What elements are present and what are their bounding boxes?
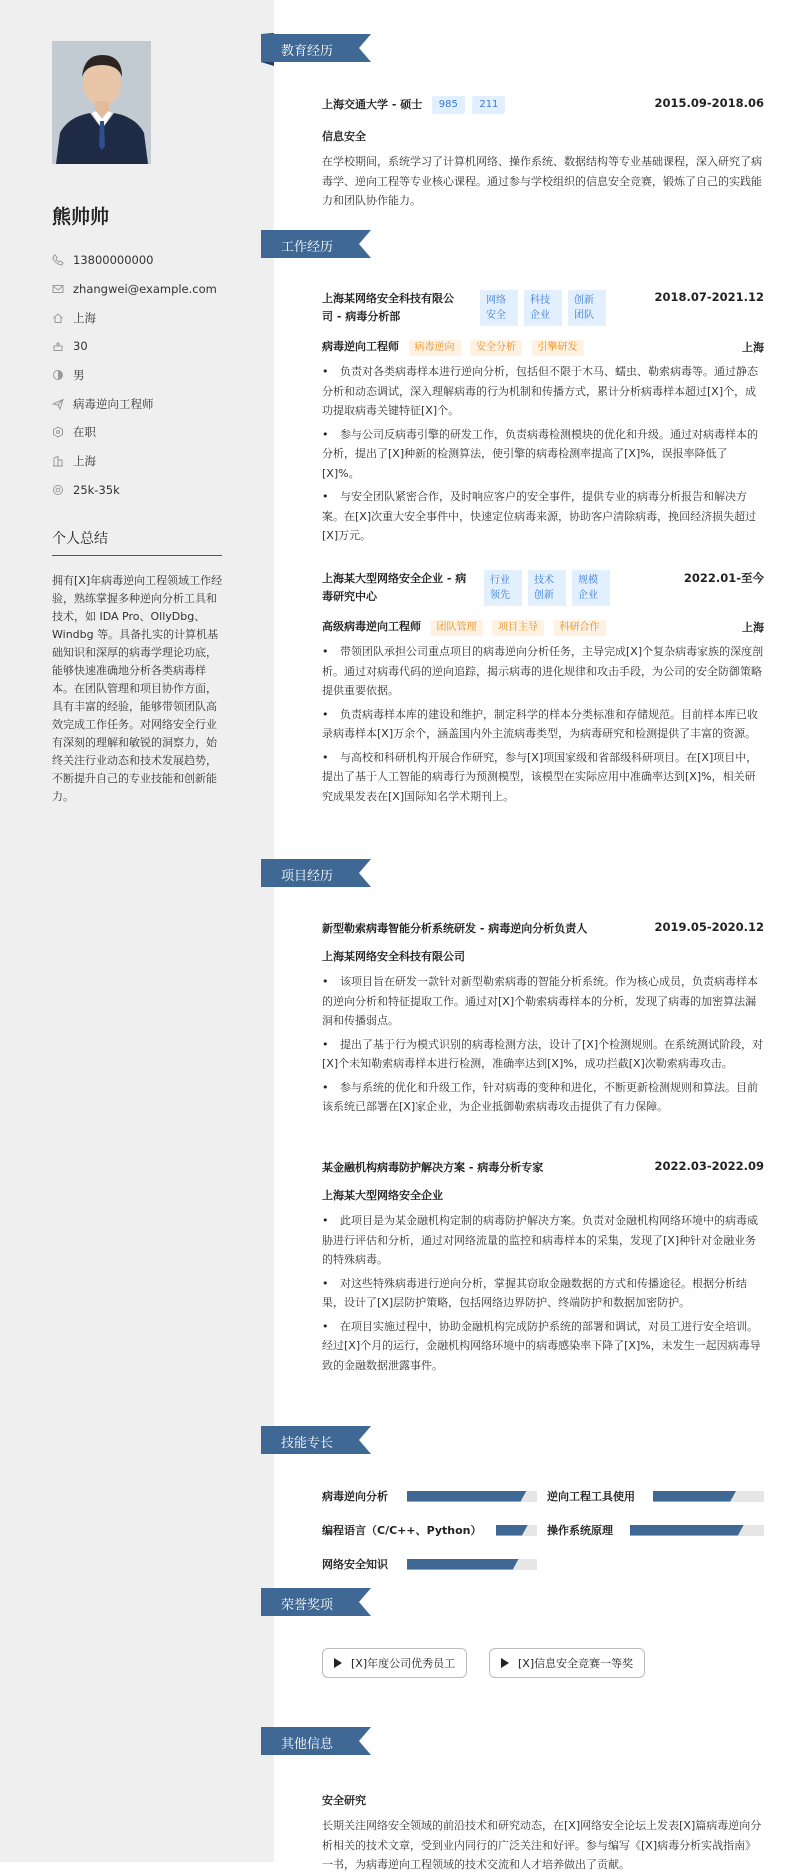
work-1-role-tag-3: 引擎研发	[532, 340, 584, 356]
work-company-2-line1: 上海某大型网络安全企业 - 病	[322, 572, 467, 585]
list-item: • 在项目实施过程中，协助金融机构完成防护系统的部署和调试，对员工进行安全培训。经过[X]个月的运行，金融机构网络环境中的病毒感染率下降了[X]%，未发生一起因病毒导致的金融数据泄露事件。	[322, 1317, 764, 1376]
section-title-projects: 项目经历	[281, 869, 334, 884]
info-job-title	[52, 389, 222, 418]
skill-row-1	[322, 1488, 537, 1504]
work-2-city: 上海	[742, 621, 764, 634]
other-text: 长期关注网络安全领域的前沿技术和研究动态，在[X]网络安全论坛上发表[X]篇病毒逆向分析相关的技术文章，受到业内同行的广泛关注和好评。参与编写《[X]病毒分析实战指南》一书，为病毒逆向工程领域的技术交流和人才培养做出了贡献。	[322, 1819, 762, 1871]
info-age	[52, 332, 222, 361]
summary-text: 拥有[X]年病毒逆向工程领域工作经验，熟练掌握多种逆向分析工具和技术，如 IDA Pro、OllyDbg、Windbg 等。具备扎实的计算机基础知识和深厚的病毒学理论功底，能够快速准确地分析各类病毒样本。在团队管理和项目协作方面，具有丰富的经验，能够带领团队高效完成工作任务。对网络安全行业有深刻的理解和敏锐的洞察力，始终关注行业动态和技术发展趋势，不断提升自己的专业技能和创新能力。	[52, 574, 223, 803]
play-icon	[501, 1658, 509, 1668]
city-icon	[52, 455, 64, 467]
skill-bar-5	[407, 1559, 537, 1570]
work-1-tag-2: 科技 企业	[524, 290, 562, 326]
info-gender	[52, 361, 222, 390]
skill-fill-4	[630, 1525, 744, 1536]
skill-name-5: 网络安全知识	[322, 1558, 388, 1571]
work-1-role-tag-1: 病毒逆向	[409, 340, 461, 356]
work-1-tag-3: 创新 团队	[568, 290, 606, 326]
other-entry	[322, 1792, 764, 1875]
education-date: 2015.09-2018.06	[654, 96, 764, 110]
avatar	[52, 41, 151, 164]
send-icon	[52, 398, 64, 410]
gender-icon	[52, 369, 64, 381]
work-2-tag-3: 规模 企业	[572, 570, 610, 606]
email-text: zhangwei@example.com	[73, 282, 217, 297]
location-text: 上海	[73, 310, 96, 325]
work-2-role-tag-3: 科研合作	[554, 620, 606, 636]
project-1-title: 新型勒索病毒智能分析系统研发 - 病毒逆向分析负责人	[322, 922, 588, 935]
list-item: • 与安全团队紧密合作，及时响应客户的安全事件，提供专业的病毒分析报告和解决方案。在[X]次重大安全事件中，快速定位病毒来源，协助客户清除病毒，挽回经济损失超过[X]万元。	[322, 487, 764, 546]
work-1-role: 病毒逆向工程师	[322, 340, 399, 353]
work-entry-2	[322, 570, 764, 810]
work-1-role-tag-2: 安全分析	[470, 340, 522, 356]
list-item: • 提出了基于行为模式识别的病毒检测方法，设计了[X]个检测规则。在系统测试阶段，对[X]个未知勒索病毒样本进行检测，准确率达到[X]%，成功拦截[X]次勒索病毒攻击。	[322, 1035, 764, 1074]
skill-name-2: 逆向工程工具使用	[547, 1490, 635, 1503]
job-title-text: 病毒逆向工程师	[73, 396, 154, 411]
skill-bar-4	[630, 1525, 764, 1536]
play-icon	[334, 1658, 342, 1668]
list-item: • 参与公司反病毒引擎的研发工作，负责病毒检测模块的优化和升级。通过对病毒样本的分析，提出了[X]种新的检测算法，使引擎的病毒检测率提高了[X]%，误报率降低了[X]%。	[322, 425, 764, 484]
award-item-1	[322, 1648, 467, 1678]
summary-divider	[52, 555, 222, 556]
phone-text: 13800000000	[73, 253, 154, 268]
work-2-bullets	[322, 642, 764, 806]
project-1-bullets	[322, 972, 764, 1117]
summary-title: 个人总结	[52, 531, 108, 547]
project-entry-1	[322, 920, 764, 1121]
skill-fill-1	[407, 1491, 527, 1502]
work-company-2-line2: 毒研究中心	[322, 590, 377, 603]
education-entry	[322, 96, 764, 211]
skill-row-4	[547, 1522, 764, 1538]
section-title-education: 教育经历	[281, 44, 334, 59]
education-major: 信息安全	[322, 130, 366, 143]
info-salary	[52, 476, 222, 505]
list-item: • 带领团队承担公司重点项目的病毒逆向分析任务，主导完成[X]个复杂病毒家族的深度剖析。通过对病毒代码的逆向追踪，揭示病毒的进化规律和攻击手段，为公司的安全防御策略提供重要依据。	[322, 642, 764, 701]
section-header-awards	[261, 1588, 371, 1616]
section-title-awards: 荣誉奖项	[281, 1598, 334, 1613]
work-company-1-line1: 上海某网络安全科技有限公	[322, 292, 454, 305]
work-2-tag-1: 行业 领先	[484, 570, 522, 606]
work-2-date: 2022.01-至今	[683, 571, 764, 585]
info-location	[52, 303, 222, 332]
mail-icon	[52, 283, 64, 295]
section-title-work: 工作经历	[281, 240, 334, 255]
info-email	[52, 275, 222, 304]
list-item: • 该项目旨在研发一款针对新型勒索病毒的智能分析系统。作为核心成员，负责病毒样本的逆向分析和特征提取工作。通过对[X]个勒索病毒样本的分析，发现了病毒的加密算法漏洞和传播弱点。	[322, 972, 764, 1031]
skill-bar-3	[496, 1525, 537, 1536]
project-2-title: 某金融机构病毒防护解决方案 - 病毒分析专家	[322, 1161, 544, 1174]
work-2-tag-2: 技术 创新	[528, 570, 566, 606]
salary-text: 25k-35k	[73, 482, 120, 497]
other-title: 安全研究	[322, 1794, 366, 1807]
project-1-org: 上海某网络安全科技有限公司	[322, 950, 465, 963]
section-title-other: 其他信息	[281, 1737, 334, 1752]
work-1-bullets	[322, 362, 764, 546]
age-text: 30	[73, 339, 88, 354]
skill-bar-1	[407, 1491, 537, 1502]
contact-info-list	[52, 246, 222, 504]
skill-row-3	[322, 1522, 537, 1538]
skill-fill-5	[407, 1559, 519, 1570]
status-icon	[52, 426, 64, 438]
section-title-skills: 技能专长	[281, 1436, 334, 1451]
education-desc: 在学校期间，系统学习了计算机网络、操作系统、数据结构等专业基础课程，深入研究了病毒学、逆向工程等专业核心课程。通过参与学校组织的信息安全竞赛，锻炼了自己的实践能力和团队协作能力。	[322, 155, 762, 207]
work-city-text: 上海	[73, 454, 96, 469]
work-entry-1	[322, 290, 764, 550]
skill-name-4: 操作系统原理	[547, 1524, 613, 1537]
award-text-1: [X]年度公司优秀员工	[351, 1657, 456, 1670]
school-name: 上海交通大学 - 硕士	[322, 98, 423, 111]
project-2-org: 上海某大型网络安全企业	[322, 1189, 443, 1202]
skill-name-1: 病毒逆向分析	[322, 1490, 388, 1503]
work-1-city: 上海	[742, 341, 764, 354]
sidebar	[0, 0, 274, 1862]
section-header-skills	[261, 1426, 371, 1454]
phone-icon	[52, 254, 64, 266]
home-icon	[52, 312, 64, 324]
tag-985: 985	[432, 96, 465, 114]
skill-name-3: 编程语言（C/C++、Python）	[322, 1524, 482, 1537]
skill-row-5	[322, 1556, 537, 1572]
work-2-role-tag-1: 团队管理	[431, 620, 483, 636]
candidate-name: 熊帅帅	[52, 206, 110, 228]
list-item: • 负责对各类病毒样本进行逆向分析，包括但不限于木马、蠕虫、勒索病毒等。通过静态分析和动态调试，深入理解病毒的行为机制和传播方式，累计分析病毒样本超过[X]个，成功提取病毒关键特征[X]个。	[322, 362, 764, 421]
work-2-role: 高级病毒逆向工程师	[322, 620, 421, 633]
info-phone	[52, 246, 222, 275]
info-status	[52, 418, 222, 447]
skill-fill-3	[496, 1525, 528, 1536]
project-2-date: 2022.03-2022.09	[654, 1159, 764, 1173]
work-2-role-tag-2: 项目主导	[492, 620, 544, 636]
salary-icon	[52, 484, 64, 496]
list-item: • 与高校和科研机构开展合作研究，参与[X]项国家级和省部级科研项目。在[X]项目中，提出了基于人工智能的病毒行为预测模型，该模型在实际应用中准确率达到[X]%，相关研究成果发表在[X]国际知名学术期刊上。	[322, 748, 764, 807]
list-item: • 对这些特殊病毒进行逆向分析，掌握其窃取金融数据的方式和传播途径。根据分析结果，设计了[X]层防护策略，包括网络边界防护、终端防护和数据加密防护。	[322, 1274, 764, 1313]
section-header-education	[261, 34, 371, 62]
section-header-projects	[261, 859, 371, 887]
status-text: 在职	[73, 425, 96, 440]
gender-text: 男	[73, 368, 85, 383]
award-item-2	[489, 1648, 645, 1678]
award-text-2: [X]信息安全竞赛一等奖	[518, 1657, 634, 1670]
skill-fill-2	[653, 1491, 736, 1502]
work-1-date: 2018.07-2021.12	[654, 290, 764, 304]
tag-211: 211	[472, 96, 505, 114]
list-item: • 参与系统的优化和升级工作，针对病毒的变种和进化，不断更新检测规则和算法。目前该系统已部署在[X]家企业，为企业抵御勒索病毒攻击提供了有力保障。	[322, 1078, 764, 1117]
work-1-tag-1: 网络 安全	[480, 290, 518, 326]
list-item: • 负责病毒样本库的建设和维护，制定科学的样本分类标准和存储规范。目前样本库已收录病毒样本[X]万余个，涵盖国内外主流病毒类型，为病毒研究和检测提供了丰富的资源。	[322, 705, 764, 744]
list-item: • 此项目是为某金融机构定制的病毒防护解决方案。负责对金融机构网络环境中的病毒威胁进行评估和分析，通过对网络流量的监控和病毒样本的采集，发现了[X]种针对金融业务的特殊病毒。	[322, 1211, 764, 1270]
info-work-city	[52, 447, 222, 476]
age-icon	[52, 340, 64, 352]
project-1-date: 2019.05-2020.12	[654, 920, 764, 934]
skill-row-2	[547, 1488, 764, 1504]
section-header-work	[261, 230, 371, 258]
skill-bar-2	[653, 1491, 764, 1502]
project-entry-2	[322, 1159, 764, 1379]
work-company-1-line2: 司 - 病毒分析部	[322, 310, 401, 323]
project-2-bullets	[322, 1211, 764, 1375]
section-header-other	[261, 1727, 371, 1755]
